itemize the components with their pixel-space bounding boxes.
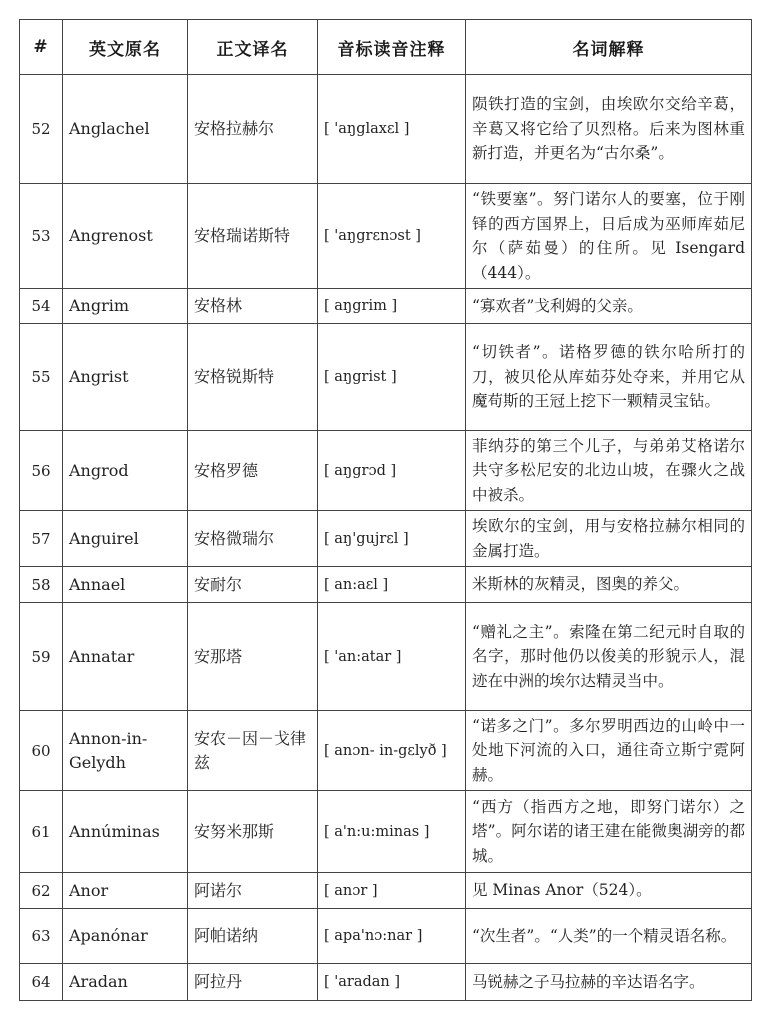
table-row	[20, 184, 752, 289]
definition: “西方（指西方之地，即努门诺尔）之塔”。阿尔诺的诸王建在能微奥湖旁的都城。	[466, 791, 752, 873]
row-number: 63	[20, 909, 63, 964]
definition: 见 Minas Anor（524）。	[466, 873, 752, 909]
row-number: 62	[20, 873, 63, 909]
row-number: 52	[20, 75, 63, 184]
row-number: 53	[20, 184, 63, 289]
row-number: 55	[20, 324, 63, 431]
definition: “切铁者”。诺格罗德的铁尔哈所打的刀，被贝伦从库茹芬处夺来，并用它从魔苟斯的王冠上挖下一颗精灵宝钻。	[466, 324, 752, 431]
phonetic: [ aŋ'gujrεl ]	[318, 511, 466, 567]
chinese-name: 安格锐斯特	[188, 324, 318, 431]
chinese-name: 安那塔	[188, 603, 318, 711]
english-name: Angrenost	[63, 184, 188, 289]
definition: 米斯林的灰精灵，图奥的养父。	[466, 567, 752, 603]
header-english: 英文原名	[63, 20, 188, 75]
chinese-name: 安努米那斯	[188, 791, 318, 873]
definition: “铁要塞”。努门诺尔人的要塞，位于刚铎的西方国界上，日后成为巫师库茹尼尔（萨茹曼）的住所。见 Isengard（444）。	[466, 184, 752, 289]
definition: “诺多之门”。多尔罗明西边的山岭中一处地下河流的入口，通往奇立斯宁霓阿赫。	[466, 711, 752, 791]
english-name: Anguirel	[63, 511, 188, 567]
definition: 菲纳芬的第三个儿子，与弟弟艾格诺尔共守多松尼安的北边山坡，在骤火之战中被杀。	[466, 431, 752, 511]
english-name: Angrod	[63, 431, 188, 511]
english-name: Annon-in-Gelydh	[63, 711, 188, 791]
header-phonetic: 音标读音注释	[318, 20, 466, 75]
chinese-name: 安格林	[188, 289, 318, 324]
glossary-table	[19, 19, 752, 1001]
phonetic: [ an:aεl ]	[318, 567, 466, 603]
chinese-name: 阿拉丹	[188, 964, 318, 1001]
phonetic: [ a'n:u:minas ]	[318, 791, 466, 873]
english-name: Annúminas	[63, 791, 188, 873]
table-row	[20, 909, 752, 964]
english-name: Apanónar	[63, 909, 188, 964]
definition: “次生者”。“人类”的一个精灵语名称。	[466, 909, 752, 964]
table-row	[20, 964, 752, 1001]
phonetic: [ 'an:atar ]	[318, 603, 466, 711]
header-chinese: 正文译名	[188, 20, 318, 75]
phonetic: [ 'aradan ]	[318, 964, 466, 1001]
english-name: Annael	[63, 567, 188, 603]
header-num: #	[20, 20, 63, 75]
header-row	[20, 20, 752, 75]
row-number: 64	[20, 964, 63, 1001]
header-definition: 名词解释	[466, 20, 752, 75]
definition: 陨铁打造的宝剑，由埃欧尔交给辛葛，辛葛又将它给了贝烈格。后来为图林重新打造，并更名为“古尔桑”。	[466, 75, 752, 184]
phonetic: [ aŋgrist ]	[318, 324, 466, 431]
phonetic: [ anɔn- in-gεlyð ]	[318, 711, 466, 791]
chinese-name: 安格瑞诺斯特	[188, 184, 318, 289]
definition: 马锐赫之子马拉赫的辛达语名字。	[466, 964, 752, 1001]
table-row	[20, 431, 752, 511]
chinese-name: 阿诺尔	[188, 873, 318, 909]
english-name: Annatar	[63, 603, 188, 711]
chinese-name: 安农－因－戈律兹	[188, 711, 318, 791]
english-name: Anglachel	[63, 75, 188, 184]
phonetic: [ 'aŋglaxεl ]	[318, 75, 466, 184]
table-row	[20, 873, 752, 909]
definition: “寡欢者”戈利姆的父亲。	[466, 289, 752, 324]
chinese-name: 安格微瑞尔	[188, 511, 318, 567]
english-name: Anor	[63, 873, 188, 909]
row-number: 54	[20, 289, 63, 324]
table-row	[20, 324, 752, 431]
row-number: 59	[20, 603, 63, 711]
table-row	[20, 603, 752, 711]
table-row	[20, 791, 752, 873]
phonetic: [ apa'nɔ:nar ]	[318, 909, 466, 964]
table-row	[20, 567, 752, 603]
row-number: 57	[20, 511, 63, 567]
english-name: Aradan	[63, 964, 188, 1001]
chinese-name: 安格拉赫尔	[188, 75, 318, 184]
table-row	[20, 511, 752, 567]
chinese-name: 阿帕诺纳	[188, 909, 318, 964]
phonetic: [ 'aŋgrεnɔst ]	[318, 184, 466, 289]
phonetic: [ aŋgrim ]	[318, 289, 466, 324]
chinese-name: 安耐尔	[188, 567, 318, 603]
english-name: Angrim	[63, 289, 188, 324]
table-row	[20, 289, 752, 324]
row-number: 60	[20, 711, 63, 791]
english-name: Angrist	[63, 324, 188, 431]
phonetic: [ anɔr ]	[318, 873, 466, 909]
row-number: 58	[20, 567, 63, 603]
row-number: 56	[20, 431, 63, 511]
definition: “赠礼之主”。索隆在第二纪元时自取的名字，那时他仍以俊美的形貌示人，混迹在中洲的埃尔达精灵当中。	[466, 603, 752, 711]
phonetic: [ aŋgrɔd ]	[318, 431, 466, 511]
chinese-name: 安格罗德	[188, 431, 318, 511]
definition: 埃欧尔的宝剑，用与安格拉赫尔相同的金属打造。	[466, 511, 752, 567]
row-number: 61	[20, 791, 63, 873]
table-row	[20, 711, 752, 791]
table-row	[20, 75, 752, 184]
